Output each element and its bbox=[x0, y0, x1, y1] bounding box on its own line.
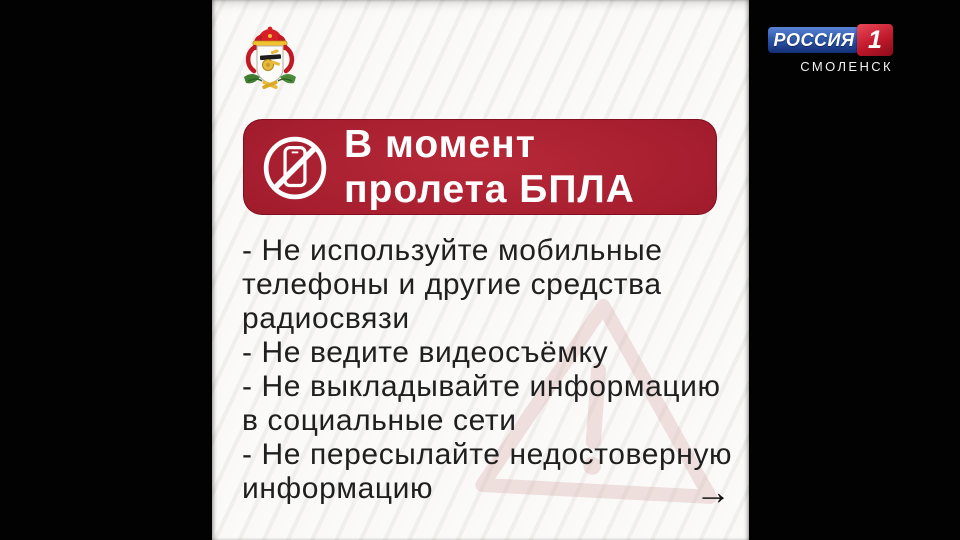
banner-title-line1: В момент bbox=[344, 123, 536, 166]
instruction-line: - Не используйте мобильные bbox=[242, 234, 663, 267]
rossiya-1-logo bbox=[768, 24, 898, 74]
next-arrow-icon[interactable]: → bbox=[695, 471, 731, 512]
instructions-list bbox=[242, 234, 734, 506]
instruction-line: - Не выкладывайте информацию bbox=[242, 370, 721, 403]
instruction-line: - Не ведите видеосъёмку bbox=[242, 336, 609, 369]
banner-title bbox=[344, 122, 635, 212]
logo-region-label: СМОЛЕНСК bbox=[800, 59, 893, 74]
smolensk-coat-of-arms bbox=[240, 25, 300, 93]
instruction-line: телефоны и другие средства bbox=[242, 268, 662, 301]
instruction-line: радиосвязи bbox=[242, 302, 410, 335]
instruction-line: информацию bbox=[242, 472, 434, 505]
no-phone-icon bbox=[260, 133, 330, 203]
instruction-line: - Не пересылайте недостоверную bbox=[242, 438, 733, 471]
bpla-alert-banner bbox=[243, 119, 717, 215]
logo-row bbox=[768, 24, 898, 56]
instruction-line: в социальные сети bbox=[242, 404, 517, 437]
logo-channel-name: РОССИЯ bbox=[768, 27, 860, 53]
banner-title-line2: пролета БПЛА bbox=[344, 168, 635, 211]
logo-channel-number: 1 bbox=[857, 24, 893, 56]
info-card bbox=[212, 0, 749, 540]
